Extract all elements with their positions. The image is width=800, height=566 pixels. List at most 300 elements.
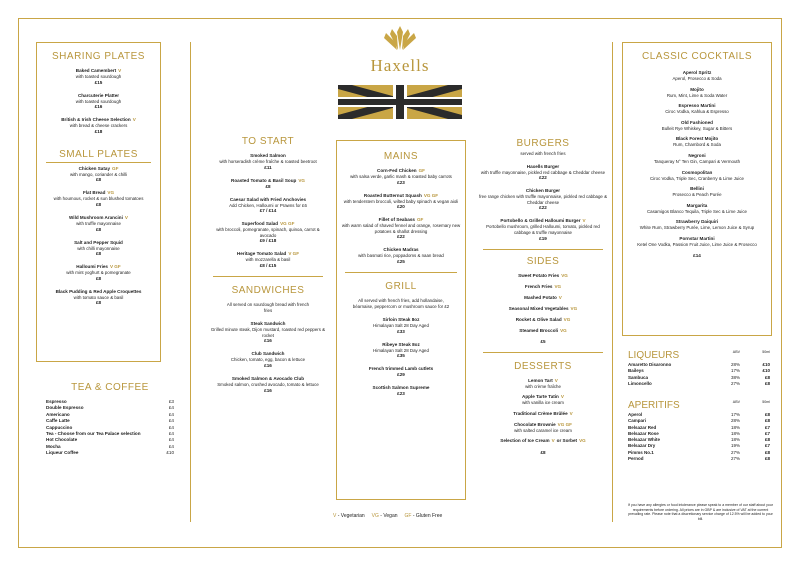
- menu-item: [208, 221, 328, 244]
- drink-row: [628, 456, 770, 462]
- item-price: £8: [95, 226, 102, 232]
- item-description: with tomato sauce & basil: [73, 294, 124, 300]
- drink-name: Campari: [628, 418, 647, 424]
- item-name-text: Espresso Martini: [678, 103, 716, 109]
- drink-price: £7: [764, 443, 770, 449]
- menu-item: [337, 317, 465, 335]
- menu-item: [623, 136, 771, 148]
- item-price: £29: [397, 372, 405, 378]
- drink-name: Belsazar White: [628, 437, 661, 443]
- menu-item: [478, 306, 608, 312]
- tea-name: Mocha: [46, 443, 61, 449]
- allergy-disclaimer: If you have any allergies or food intolerance please speak to a member of our staff about your requirements before ordering. All prices are in GBP & are inclusive of VAT at the current prevailing rate. Please note that a discretionary service charge of 12.5% will be added to your bill.: [628, 503, 773, 521]
- burgers-title: BURGERS: [516, 138, 570, 149]
- item-description: with broccoli, pomegranate, spinach, quinoa, carrot & avocado: [216, 227, 320, 238]
- brand-logo: [340, 24, 460, 75]
- sandwiches-title: SANDWICHES: [231, 284, 305, 296]
- item-description: Tanqueray N° Ten Gin, Campari & Vermouth: [653, 158, 741, 164]
- item-description: free range chicken with truffle mayonnaise, pickled red cabbage & Cheddar cheese: [478, 194, 608, 205]
- union-jack-icon: [338, 85, 462, 119]
- drink-price: £10: [762, 362, 770, 367]
- tea-price: £4: [168, 411, 174, 417]
- diet-tag: V: [558, 294, 562, 300]
- drink-price: £7: [764, 430, 770, 436]
- rule-2: [612, 42, 613, 522]
- start-divider: [213, 276, 323, 277]
- diet-tag: VG: [563, 316, 571, 322]
- item-name-text: Corn-Fed Chicken: [377, 168, 417, 173]
- menu-item: [208, 178, 328, 190]
- item-description: with mozzarella & basil: [245, 257, 291, 263]
- item-price: £8: [95, 275, 102, 281]
- menu-item: [478, 284, 608, 290]
- drink-name: Pernod: [628, 456, 644, 462]
- item-price: £22: [397, 234, 405, 240]
- menu-item: [478, 317, 608, 323]
- item-name-text: Traditional Crème Brûlée: [513, 410, 568, 416]
- menu-item: [623, 170, 771, 182]
- menu-item: [37, 93, 160, 111]
- aperitifs-abv-label: ABV: [732, 400, 740, 404]
- tea-price: £4: [168, 405, 174, 411]
- item-name: [478, 273, 608, 279]
- item-name: [478, 295, 608, 301]
- menu-item: [37, 240, 160, 258]
- item-name-text: Negroni: [688, 152, 706, 158]
- tea-price: £4: [168, 418, 174, 424]
- diet-tag: VG GF: [557, 421, 572, 427]
- drink-abv: 18%: [730, 424, 740, 430]
- item-description: with mint yoghurt & pomegranate: [66, 270, 131, 276]
- item-price: £25: [397, 258, 405, 264]
- item-price: £33: [397, 328, 405, 334]
- menu-item: [623, 236, 771, 248]
- menu-item: [337, 247, 465, 265]
- menu-item: [337, 366, 465, 378]
- item-description: with salted caramel ice cream: [514, 427, 572, 433]
- item-name-text: Margarita: [686, 202, 708, 208]
- item-name-text: Steamed Broccoli: [519, 327, 559, 333]
- drink-abv: 18%: [730, 430, 740, 436]
- item-name-text: Chicken Satay: [78, 165, 110, 171]
- menu-item: [623, 186, 771, 198]
- mains-title: MAINS: [383, 151, 419, 162]
- item-description: with crème fraîche: [525, 383, 561, 389]
- small-title: SMALL PLATES: [59, 148, 138, 160]
- item-name-text: Club Sandwich: [251, 351, 285, 357]
- item-description: Smoked salmon, crushed avocado, tomato & lettuce: [217, 381, 319, 387]
- menu-item: [208, 321, 328, 344]
- menu-item: [623, 203, 771, 215]
- diet-tag: V GF: [288, 251, 300, 257]
- cocktails-price: £14: [693, 252, 701, 258]
- item-price: £16: [264, 338, 272, 344]
- item-price: £16: [264, 387, 272, 393]
- tea-name: Espresso: [46, 399, 67, 404]
- tea-name: Double Espresso: [46, 405, 84, 411]
- mains-grill-box: [336, 140, 466, 500]
- item-name-text: Sirloin Steak 8oz: [382, 317, 420, 323]
- start-column: [208, 136, 328, 401]
- menu-item: [478, 328, 608, 334]
- tea-name: Tea - Choose from our Tea Palace selection: [46, 431, 141, 437]
- drink-abv: 28%: [730, 362, 740, 367]
- menu-item: [208, 251, 328, 269]
- menu-item: [623, 103, 771, 115]
- drink-price: £8: [764, 449, 770, 455]
- diet-tag: V: [560, 394, 564, 400]
- item-name-text: Baked Camembert: [75, 68, 117, 73]
- drink-abv: 27%: [730, 380, 740, 386]
- cocktails-box: [622, 42, 772, 336]
- menu-item: [37, 264, 160, 282]
- item-price: £8: [95, 251, 102, 257]
- drink-name: Amaretto Disaronno: [628, 362, 672, 367]
- rule-1: [190, 42, 191, 522]
- drink-abv: 19%: [730, 443, 740, 449]
- item-name-text: Haxells Burger: [526, 163, 560, 169]
- sides-divider: [483, 352, 603, 353]
- item-name-text: Mojito: [690, 86, 704, 92]
- item-name-text: Caesar Salad with Fried Anchovies: [229, 196, 307, 202]
- item-name-text: Aperol Spritz: [682, 70, 712, 75]
- aperitifs-title: APERITIFS: [628, 400, 680, 411]
- legend-vg-label: - Vegan: [380, 513, 398, 519]
- grill-subtitle: All served with french fries, add hollandaise, béarnaise, peppercorn or mushroom sauce for £2: [352, 297, 450, 309]
- menu-item: [37, 68, 160, 86]
- item-name-text: Chocolate Brownie: [514, 421, 556, 427]
- item-description: with truffle mayonnaise, pickled red cabbage & Cheddar cheese: [480, 169, 606, 175]
- drink-price: £8: [764, 418, 770, 424]
- sharing-title: SHARING PLATES: [52, 51, 145, 62]
- drink-abv: 27%: [730, 456, 740, 462]
- item-description: with houmous, rocket & sun blushed tomatoes: [53, 196, 144, 202]
- item-price: £9 / £18: [259, 238, 277, 244]
- cocktails-title: CLASSIC COCKTAILS: [641, 51, 752, 62]
- desserts-title: DESSERTS: [514, 360, 572, 372]
- item-description: Portobello mushroom, grilled Halloumi, tomato, pickled red cabbage & truffle mayonnaise: [486, 224, 600, 235]
- tea-price: £3: [168, 399, 174, 404]
- diet-tag: VG GF: [423, 192, 439, 198]
- diet-tag: VG: [561, 272, 568, 278]
- item-name-text: Rocket & Olive Salad: [515, 316, 562, 322]
- drink-name: Sambuca: [628, 374, 649, 380]
- liqueurs-abv-label: ABV: [732, 350, 740, 354]
- drink-price: £8: [764, 412, 770, 417]
- item-description: Grilled minute steak, Dijon mustard, roasted red peppers & rocket: [210, 327, 326, 338]
- item-name-text: Ribeye Steak 8oz: [382, 341, 420, 347]
- item-description: with mango, coriander & chilli: [69, 171, 128, 177]
- menu-item: [478, 188, 608, 211]
- menu-item: [337, 193, 465, 211]
- item-price: £20: [397, 204, 405, 210]
- item-description: with salsa verde, garlic mash & roasted baby carrots: [350, 174, 452, 179]
- mains-divider: [345, 272, 457, 273]
- drink-name: Aperol: [628, 412, 643, 417]
- item-price: £8: [95, 177, 102, 183]
- dietary-legend: [333, 513, 442, 519]
- item-name-text: Strawberry Daiquiri: [675, 219, 719, 225]
- item-name-text: Roasted Butternut Squash: [363, 192, 422, 198]
- legend-vg: VG: [371, 513, 379, 519]
- drink-price: £8: [764, 437, 770, 443]
- menu-item: [208, 197, 328, 215]
- item-price: £8: [265, 183, 271, 189]
- grill-title: GRILL: [385, 280, 417, 292]
- drink-abv: 17%: [730, 412, 740, 417]
- drink-row: [628, 381, 770, 387]
- tea-price: £10: [166, 450, 174, 456]
- menu-item: [478, 218, 608, 241]
- item-name-text: Flat Bread: [82, 190, 106, 196]
- diet-tag: V: [551, 438, 555, 444]
- item-description: Himalayan Salt 28 Day Aged: [373, 323, 429, 329]
- menu-item: [478, 411, 608, 417]
- diet-tag: VG: [570, 305, 578, 311]
- drink-name: Baileys: [628, 368, 644, 374]
- burgers-subtitle: served with french fries: [520, 151, 566, 156]
- item-name: [478, 411, 608, 417]
- item-price: £22: [539, 205, 547, 211]
- tea-name: Americano: [46, 411, 70, 417]
- item-price: £15: [94, 79, 103, 85]
- diet-tag: VG GF: [280, 221, 295, 227]
- item-description: Ciroc Vodka, Kahlua & Espresso: [665, 109, 729, 115]
- tea-name: Hot Chocolate: [46, 437, 78, 443]
- tea-price: £4: [168, 424, 174, 430]
- diet-tag: GF: [112, 165, 119, 171]
- item-name-text: Pornstar Martini: [679, 235, 715, 241]
- drink-abv: 17%: [730, 368, 740, 374]
- item-price: £8: [95, 201, 102, 207]
- liqueurs-title: LIQUEURS: [628, 350, 680, 361]
- menu-item: [337, 385, 465, 397]
- drink-price: £10: [762, 368, 770, 374]
- drink-name: Limoncello: [628, 380, 652, 386]
- item-name-text: Lemon Tart: [528, 377, 553, 383]
- tea-name: Caffe Latte: [46, 418, 70, 424]
- item-name-text: Bellini: [690, 186, 704, 192]
- menu-item: [478, 164, 608, 182]
- item-name-text: Old Fashioned: [681, 119, 713, 125]
- item-name-text: Scottish Salmon Supreme: [372, 385, 430, 391]
- legend-gf: GF: [404, 513, 412, 519]
- diet-tag: VG: [554, 283, 562, 289]
- liqueurs-size-label: 50ml: [762, 350, 770, 354]
- item-description: with vanilla ice cream: [522, 400, 564, 406]
- item-price: £18: [94, 128, 103, 134]
- menu-item: [37, 215, 160, 233]
- diet-tag: V: [569, 410, 573, 416]
- item-name-text: Steak Sandwich: [250, 321, 286, 327]
- art-deco-fan-icon: [340, 24, 460, 52]
- item-name-text: Salt and Pepper Squid: [74, 239, 123, 245]
- item-name-text: Apple Tarte Tatin: [522, 394, 559, 400]
- legend-gf-label: - Gluten Free: [412, 513, 443, 519]
- item-name-text: Cosmopolitan: [681, 169, 713, 175]
- item-name-text: Heritage Tomato Salad: [236, 251, 287, 257]
- sides-price: £5: [540, 338, 546, 344]
- sides-title: SIDES: [526, 255, 560, 267]
- item-description: Add Chicken, Halloumi or Prawns for £6: [229, 202, 307, 208]
- item-description: with tenderstem broccoli, wilted baby spinach & vegan aioli: [343, 198, 459, 204]
- menu-item: [623, 120, 771, 132]
- menu-item: [623, 219, 771, 231]
- item-description: with bread & cheese crackers: [69, 123, 128, 129]
- item-description: Aperol, Prosecco & Soda: [672, 76, 722, 81]
- menu-item: [478, 378, 608, 390]
- item-name-text: Smoked Salmon: [250, 153, 286, 158]
- item-name-text: Selection of Ice Cream: [500, 438, 550, 444]
- sorbet-label: or Sorbet: [556, 438, 578, 444]
- item-description: White Rum, Strawberry Purée, Lime, Lemon Juice & Syrup: [639, 225, 755, 231]
- item-description: with toasted sourdough: [75, 98, 122, 104]
- start-title: TO START: [241, 136, 295, 147]
- item-price: £22: [539, 175, 547, 181]
- drink-abv: 18%: [730, 437, 740, 443]
- item-name-text: Roasted Tomato & Basil Soup: [231, 177, 297, 183]
- menu-item: [208, 153, 328, 171]
- menu-item: [623, 70, 771, 82]
- drink-abv: 27%: [730, 449, 740, 455]
- item-name: [478, 438, 608, 444]
- item-name-text: Black Pudding & Red Apple Croquettes: [55, 288, 142, 294]
- drink-name: Belsazar Red: [628, 424, 657, 430]
- menu-item: [478, 438, 608, 444]
- item-description: Casamigos Blanco Tequila, Triple Sec & Lime Juice: [647, 208, 747, 214]
- legend-v-label: - Vegetarian: [337, 513, 365, 519]
- drink-name: Belsazar Dry: [628, 443, 656, 449]
- sharing-small-box: [36, 42, 161, 362]
- legend-v: V: [333, 513, 337, 519]
- tea-price: £4: [168, 431, 174, 437]
- item-name-text: French trimmed Lamb cutlets: [368, 366, 434, 372]
- sharing-divider: [46, 162, 151, 163]
- desserts-price: £8: [540, 450, 546, 456]
- item-description: with horseradish crème fraîche & roasted beetroot: [219, 159, 317, 164]
- diet-tag: V: [124, 214, 128, 220]
- item-price: £19: [539, 235, 547, 241]
- union-jack-flag: [338, 85, 462, 119]
- item-description: Ketel One Vodka, Passion Fruit Juice, Lime Juice & Prosecco: [637, 241, 757, 247]
- diet-tag: VG: [560, 327, 567, 333]
- item-price: £16: [94, 104, 103, 110]
- item-price: £7 / £14: [259, 208, 277, 214]
- item-description: Ciroc Vodka, Triple Sec, Cranberry & Lime Juice: [650, 175, 744, 181]
- diet-tag: VG: [107, 190, 115, 196]
- item-name-text: Halloumi Fries: [76, 264, 108, 270]
- item-description: Himalayan Salt 28 Day Aged: [373, 347, 429, 353]
- item-name-text: Charcuterie Platter: [77, 92, 120, 98]
- menu-item: [337, 168, 465, 186]
- diet-tag: GF: [416, 217, 424, 223]
- aperitifs-section: [628, 400, 770, 462]
- diet-tag: VG: [579, 438, 586, 444]
- item-name-text: Chicken Burger: [525, 188, 561, 194]
- menu-item: [208, 351, 328, 369]
- brand-name: Haxells: [370, 56, 430, 75]
- item-description: with toasted sourdough: [75, 74, 122, 79]
- item-name: [478, 328, 608, 334]
- item-name-text: French Fries: [524, 283, 553, 289]
- tea-name: Liqueur Coffee: [46, 450, 79, 456]
- diet-tag: V: [554, 377, 558, 383]
- item-description: with chilli mayonnaise: [77, 245, 120, 251]
- right-food-column: [478, 138, 608, 463]
- item-name-text: Sweet Potato Fries: [518, 272, 560, 278]
- diet-tag: V: [582, 218, 586, 224]
- item-price: £8: [95, 300, 102, 306]
- burgers-divider: [483, 249, 603, 250]
- tea-price: £4: [168, 437, 174, 443]
- item-description: Prosecco & Peach Purée: [672, 192, 722, 198]
- menu-item: [478, 295, 608, 301]
- menu-item: [37, 166, 160, 184]
- aperitifs-size-label: 50ml: [762, 400, 770, 404]
- menu-item: [37, 190, 160, 208]
- drink-name: Pimms No.1: [628, 449, 654, 455]
- drink-price: £8: [764, 456, 770, 462]
- item-price: £23: [397, 391, 405, 397]
- item-name: [478, 317, 608, 323]
- tea-name: Cappuccino: [46, 424, 73, 430]
- menu-item: [37, 117, 160, 135]
- item-price: £35: [397, 353, 405, 359]
- item-price: £23: [397, 179, 405, 185]
- item-price: £16: [264, 362, 272, 368]
- item-name-text: Smoked Salmon & Avocado Club: [231, 375, 305, 381]
- item-name-text: Mashed Potato: [524, 294, 557, 300]
- item-name-text: British & Irish Cheese Selection: [61, 117, 131, 123]
- item-description: Rum, Chambord & Soda: [673, 142, 721, 148]
- diet-tag: V: [118, 68, 122, 73]
- item-name-text: Chicken Madras: [383, 247, 419, 253]
- tea-title: TEA & COFFEE: [71, 382, 149, 393]
- sandwiches-subtitle: All served on sourdough bread with french fries: [226, 301, 310, 313]
- tea-row: [46, 450, 174, 456]
- item-price: £11: [264, 164, 272, 170]
- drink-abv: 28%: [730, 418, 740, 424]
- drink-name: Belsazar Rose: [628, 430, 659, 436]
- menu-item: [37, 289, 160, 307]
- tea-price: £4: [168, 443, 174, 449]
- item-name-text: Seasonal Mixed Vegetables: [508, 305, 569, 311]
- item-description: with basmati rice, poppadoms & naan bread: [358, 253, 444, 259]
- diet-tag: V: [132, 117, 136, 123]
- tea-section: [46, 382, 174, 457]
- diet-tag: V GF: [109, 264, 121, 270]
- diet-tag: GF: [418, 168, 425, 173]
- item-price: £8 / £15: [259, 262, 277, 268]
- item-name-text: Fillet of Seabass: [378, 217, 415, 223]
- drink-price: £8: [764, 380, 770, 386]
- item-description: Rum, Mint, Lime & Soda Water: [666, 92, 728, 98]
- item-name-text: Wild Mushroom Arancini: [69, 214, 123, 220]
- menu-item: [337, 342, 465, 360]
- item-description: with warm salad of shaved fennel and orange, rosemary new potatoes & shallot dressing: [341, 223, 461, 234]
- menu-item: [208, 376, 328, 394]
- item-name-text: Portobello & Grilled Halloumi Burger: [500, 218, 581, 224]
- item-name-text: Superfood Salad: [241, 221, 279, 227]
- item-description: Bulleit Rye Whiskey, Sugar & Bitters: [661, 125, 733, 131]
- drink-abv: 38%: [730, 374, 740, 380]
- diet-tag: VG: [298, 177, 305, 183]
- menu-item: [478, 273, 608, 279]
- item-name: [478, 306, 608, 312]
- menu-item: [623, 153, 771, 165]
- menu-item: [337, 217, 465, 240]
- menu-item: [478, 394, 608, 406]
